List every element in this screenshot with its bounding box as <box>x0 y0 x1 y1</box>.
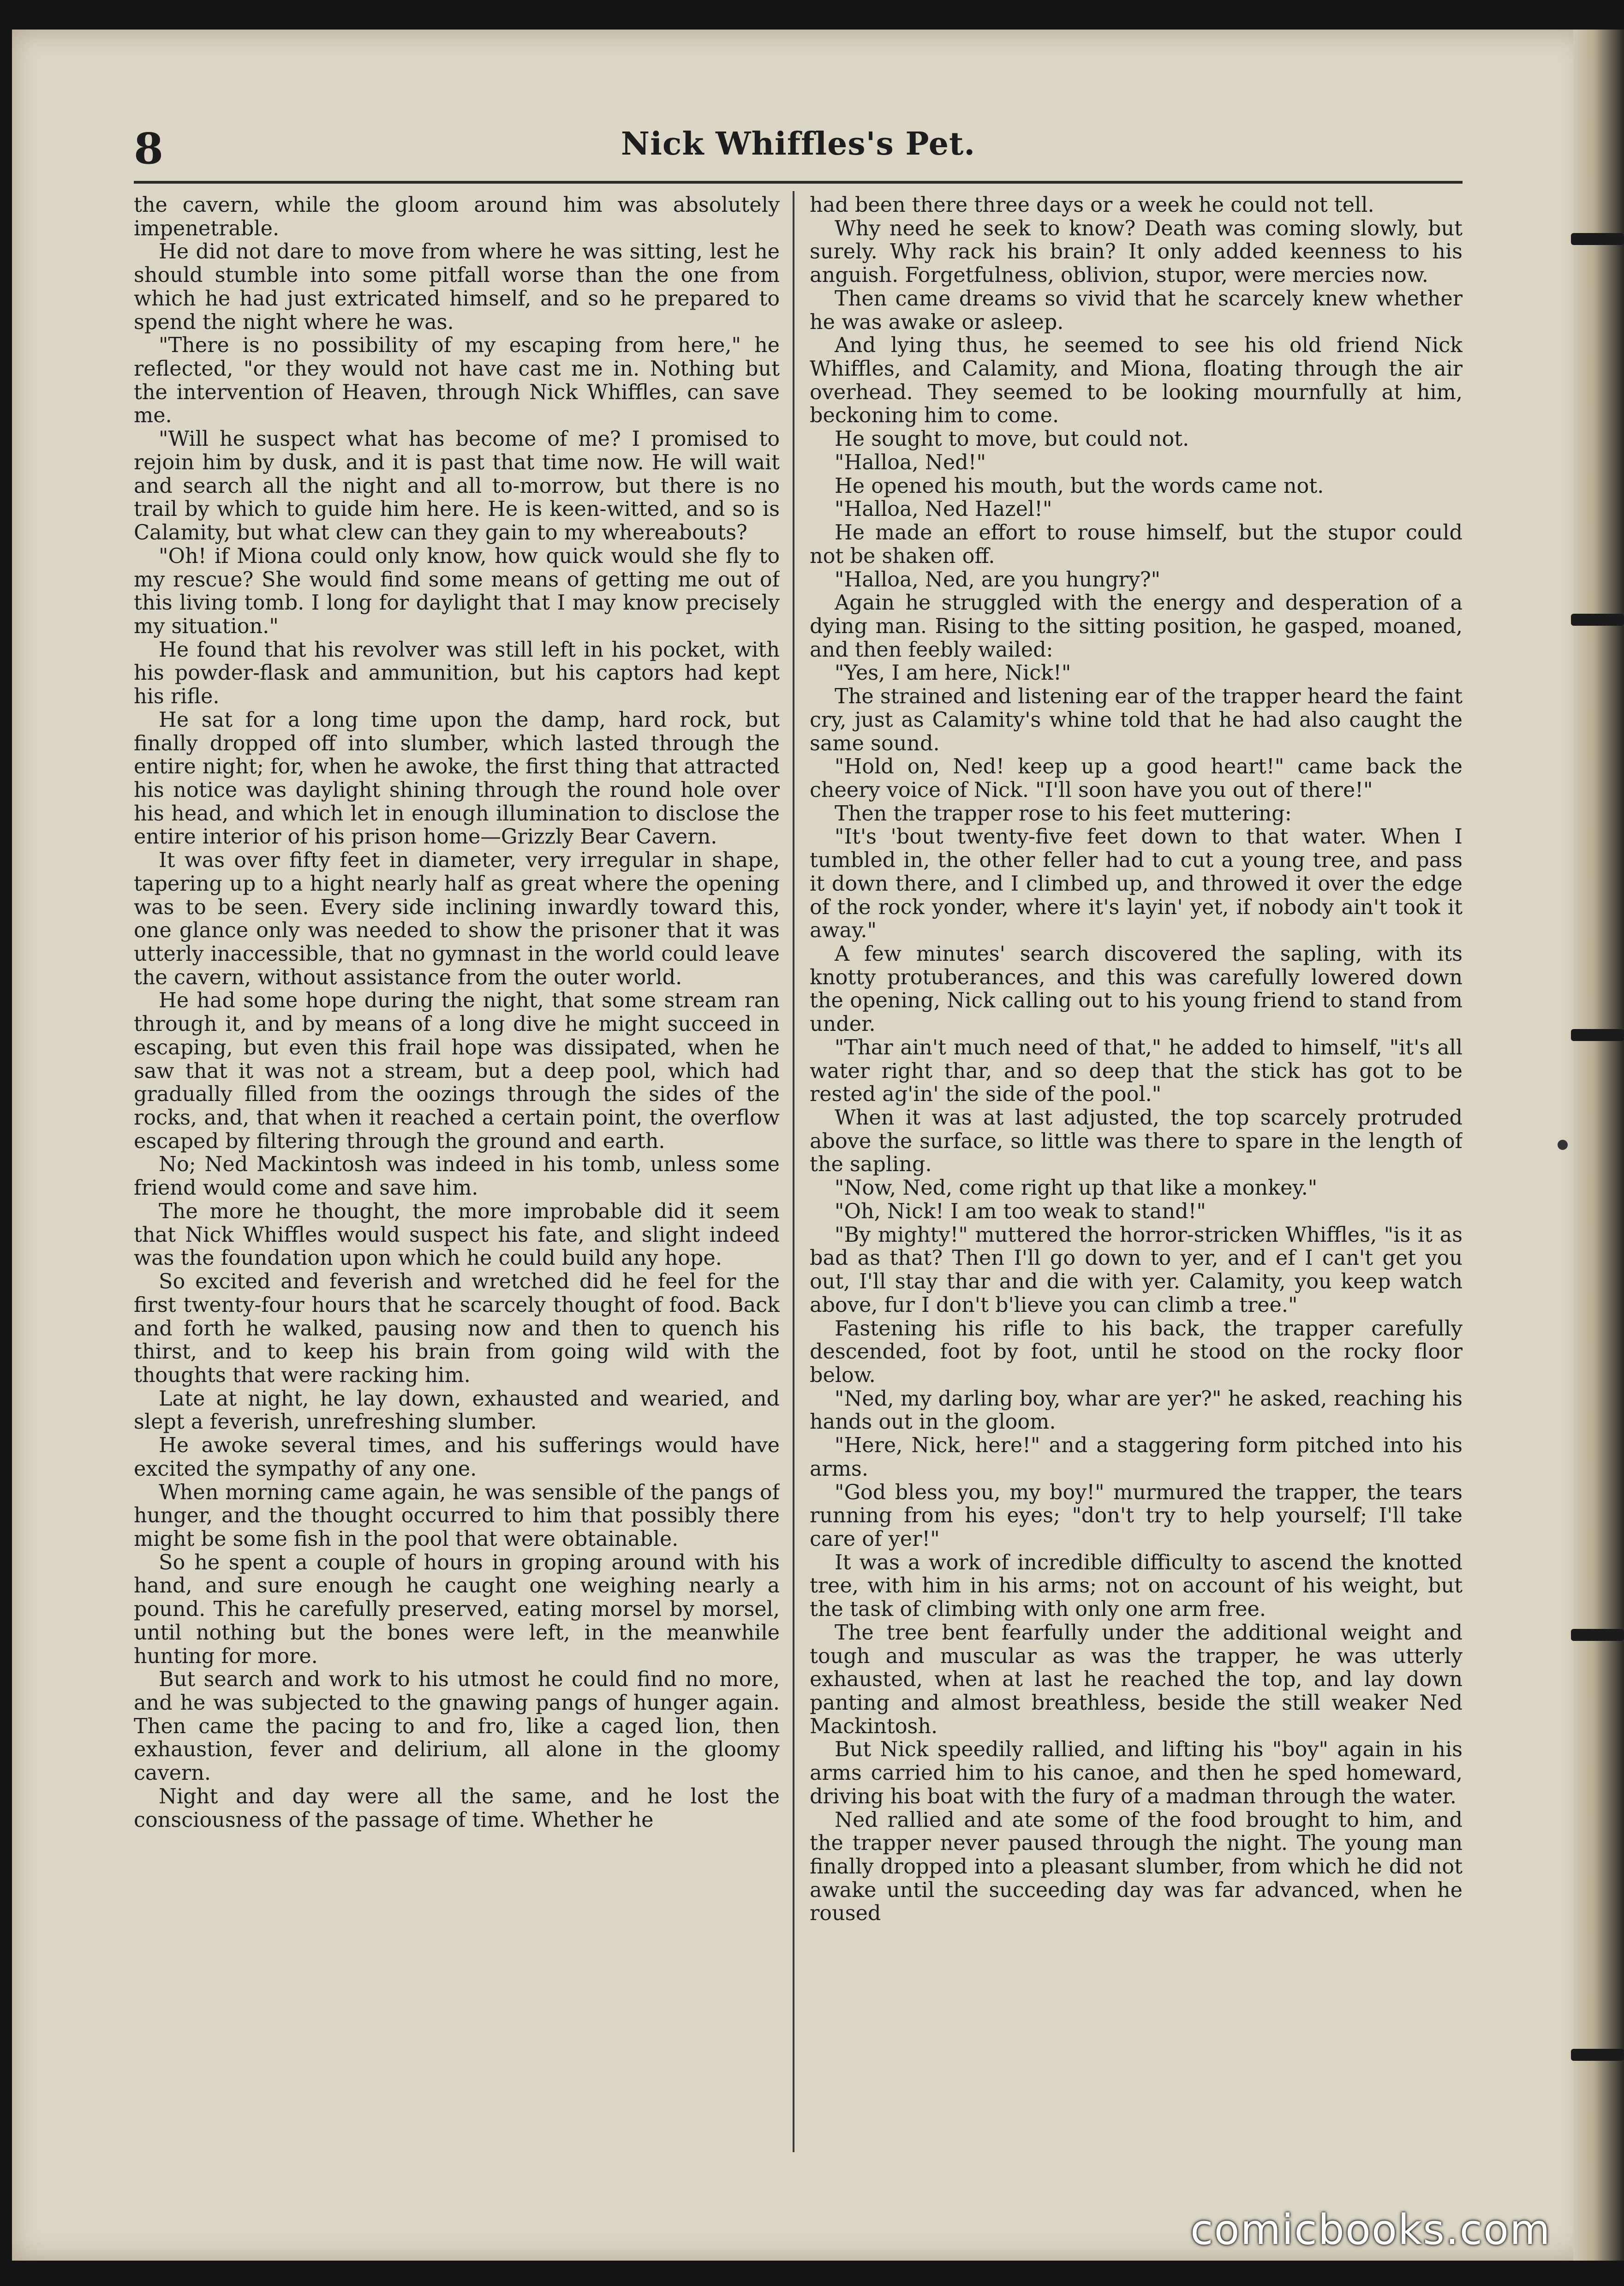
binding-stitch <box>1571 1029 1624 1041</box>
paragraph: Why need he seek to know? Death was coming slowly, but surely. Why rack his brain? It only added keenness to his anguish. Forgetfulness, oblivion, stupor, were mercies now. <box>810 216 1463 287</box>
paragraph: "Will he suspect what has become of me? I promised to rejoin him by dusk, and it is past that time now. He will wait and search all the night and all to-morrow, but there is no trail by which to guide him here. He is keen-witted, and so is Calamity, but what clew can they gain to my whereabouts? <box>134 427 780 545</box>
paragraph: "Halloa, Ned, are you hungry?" <box>835 568 1161 592</box>
paragraph: Night and day were all the same, and he lost the consciousness of the passage of time. Whether he <box>134 1784 780 1832</box>
paragraph: The tree bent fearfully under the additional weight and tough and muscular as was the trapper, he was utterly exhausted, when at last he reached the top, and lay down panting and almost breathless, beside the still weaker Ned Mackintosh. <box>810 1621 1463 1738</box>
paragraph: So excited and feverish and wretched did he feel for the first twenty-four hours that he scarcely thought of food. Back and forth he walked, pausing now and then to quench his thirst, and to keep his brain from going wild with the thoughts that were racking him. <box>134 1270 780 1387</box>
paragraph: "Hold on, Ned! keep up a good heart!" came back the cheery voice of Nick. "I'll soon have you out of there!" <box>810 755 1463 802</box>
paragraph: He awoke several times, and his sufferings would have excited the sympathy of any one. <box>134 1434 780 1481</box>
paragraph: But Nick speedily rallied, and lifting his "boy" again in his arms carried him to his canoe, and then he sped homeward, driving his boat with the fury of a madman through the water. <box>810 1738 1463 1808</box>
running-title: Nick Whiffles's Pet. <box>621 126 976 162</box>
paragraph: "God bless you, my boy!" murmured the trapper, the tears running from his eyes; "don't try to help yourself; I'll take care of yer!" <box>810 1480 1463 1551</box>
paragraph: Then the trapper rose to his feet muttering: <box>835 802 1292 826</box>
binding-stitch <box>1571 233 1624 245</box>
paragraph: "By mighty!" muttered the horror-stricken Whiffles, "is it as bad as that? Then I'll go down to yer, and ef I can't get you out, I'll stay thar and die with yer. Calamity, you keep watch above, fur I don't b'lieve you can climb a tree." <box>810 1223 1463 1317</box>
paragraph: "Yes, I am here, Nick!" <box>835 661 1071 685</box>
paragraph: No; Ned Mackintosh was indeed in his tomb, unless some friend would come and save him. <box>134 1153 780 1200</box>
paragraph: "Oh! if Miona could only know, how quick would she fly to my rescue? She would find some means of getting me out of this living tomb. I long for daylight that I may know precisely my situation." <box>134 544 780 638</box>
paragraph: Fastening his rifle to his back, the trapper carefully descended, foot by foot, until he stood on the rocky floor below. <box>810 1317 1463 1387</box>
paragraph: "Ned, my darling boy, whar are yer?" he asked, reaching his hands out in the gloom. <box>810 1387 1463 1434</box>
paragraph: "Halloa, Ned!" <box>835 450 986 474</box>
book-spine <box>1573 30 1624 2261</box>
paragraph: "Halloa, Ned Hazel!" <box>835 497 1052 521</box>
right-text-column <box>810 194 1463 2155</box>
page-header <box>134 124 1463 174</box>
paragraph: A few minutes' search discovered the sapling, with its knotty protuberances, and this was carefully lowered down the opening, Nick calling out to his young friend to stand from under. <box>810 942 1463 1036</box>
paragraph: The more he thought, the more improbable did it seem that Nick Whiffles would suspect his fate, and slight indeed was the foundation upon which he could build any hope. <box>134 1199 780 1270</box>
paragraph: And lying thus, he seemed to see his old friend Nick Whiffles, and Calamity, and Miona, floating through the air overhead. They seemed to be looking mournfully at him, beckoning him to come. <box>810 334 1463 428</box>
paragraph: It was a work of incredible difficulty to ascend the knotted tree, with him in his arms; not on account of his weight, but the task of climbing with only one arm free. <box>810 1550 1463 1622</box>
paragraph: Again he struggled with the energy and desperation of a dying man. Rising to the sitting position, he gasped, moaned, and then feebly wailed: <box>810 591 1463 662</box>
paragraph: "It's 'bout twenty-five feet down to that water. When I tumbled in, the other feller had to cut a young tree, and pass it down there, and I climbed up, and throwed it over the edge of the rock yonder, where it's layin' yet, if nobody ain't took it away." <box>810 825 1463 943</box>
paragraph: When morning came again, he was sensible of the pangs of hunger, and the thought occurred to him that possibly there might be some fish in the pool that were obtainable. <box>134 1480 780 1551</box>
binding-hole <box>1558 1140 1568 1150</box>
paragraph: So he spent a couple of hours in groping around with his hand, and sure enough he caught one weighing nearly a pound. This he carefully preserved, eating morsel by morsel, until nothing but the bones were left, in the meanwhile hunting for more. <box>134 1550 780 1668</box>
paragraph: "Thar ain't much need of that," he added to himself, "it's all water right thar, and so deep that the stick has got to be rested ag'in' the side of the pool." <box>810 1035 1463 1107</box>
paragraph: When it was at last adjusted, the top scarcely protruded above the surface, so little was there to spare in the length of the sapling. <box>810 1106 1463 1177</box>
paragraph: Then came dreams so vivid that he scarcely knew whether he was awake or asleep. <box>810 287 1463 334</box>
binding-stitch <box>1571 2049 1624 2061</box>
paragraph: Ned rallied and ate some of the food brought to him, and the trapper never paused through the night. The young man finally dropped into a pleasant slumber, from which he did not awake until the succeeding day was far advanced, when he roused <box>810 1808 1463 1926</box>
paragraph: He found that his revolver was still left in his pocket, with his powder-flask and ammunition, but his captors had kept his rifle. <box>134 638 780 709</box>
binding-stitch <box>1571 614 1624 626</box>
paragraph: He made an effort to rouse himself, but the stupor could not be shaken off. <box>810 521 1463 568</box>
binding-stitch <box>1571 1629 1624 1641</box>
paragraph: He did not dare to move from where he was sitting, lest he should stumble into some pitfall worse than the one from which he had just extricated himself, and so he prepared to spend the night where he was. <box>134 240 780 334</box>
header-rule <box>134 181 1463 184</box>
page-number: 8 <box>134 124 164 174</box>
paragraph: He had some hope during the night, that some stream ran through it, and by means of a long dive he might succeed in escaping, but even this frail hope was dissipated, when he saw that it was not a stream, but a deep pool, which had gradually filled from the oozings through the sides of the rocks, and, that when it reached a certain point, the overflow escaped by filtering through the ground and earth. <box>134 989 780 1153</box>
paragraph: He sought to move, but could not. <box>835 427 1189 451</box>
paragraph: "Now, Ned, come right up that like a monkey." <box>835 1176 1318 1200</box>
paragraph: But search and work to his utmost he could find no more, and he was subjected to the gnawing pangs of hunger again. Then came the pacing to and fro, like a caged lion, then exhaustion, fever and delirium, all alone in the gloomy cavern. <box>134 1668 780 1785</box>
paragraph: "There is no possibility of my escaping from here," he reflected, "or they would not have cast me in. Nothing but the intervention of Heaven, through Nick Whiffles, can save me. <box>134 334 780 428</box>
paragraph: "Oh, Nick! I am too weak to stand!" <box>835 1199 1206 1223</box>
left-text-column <box>134 194 780 2155</box>
paragraph: "Here, Nick, here!" and a staggering form pitched into his arms. <box>810 1434 1463 1481</box>
paragraph: He sat for a long time upon the damp, hard rock, but finally dropped off into slumber, which lasted through the entire night; for, when he awoke, the first thing that attracted his notice was daylight shining through the round hole over his head, and which let in enough illumination to disclose the entire interior of his prison home—Grizzly Bear Cavern. <box>134 708 780 849</box>
paragraph: the cavern, while the gloom around him was absolutely impenetrable. <box>134 194 780 240</box>
paragraph: It was over fifty feet in diameter, very irregular in shape, tapering up to a hight nearly half as great where the opening was to be seen. Every side inclining inwardly toward this, one glance only was needed to show the prisoner that it was utterly inaccessible, that no gymnast in the world could leave the cavern, without assistance from the outer world. <box>134 849 780 989</box>
column-divider <box>793 191 794 2152</box>
paragraph: Late at night, he lay down, exhausted and wearied, and slept a feverish, unrefreshing slumber. <box>134 1387 780 1434</box>
paragraph: had been there three days or a week he could not tell. <box>810 194 1374 217</box>
watermark: comicbooks.com <box>1190 2206 1551 2254</box>
paragraph: The strained and listening ear of the trapper heard the faint cry, just as Calamity's whine told that he had also caught the same sound. <box>810 685 1463 755</box>
paragraph: He opened his mouth, but the words came not. <box>835 474 1324 498</box>
